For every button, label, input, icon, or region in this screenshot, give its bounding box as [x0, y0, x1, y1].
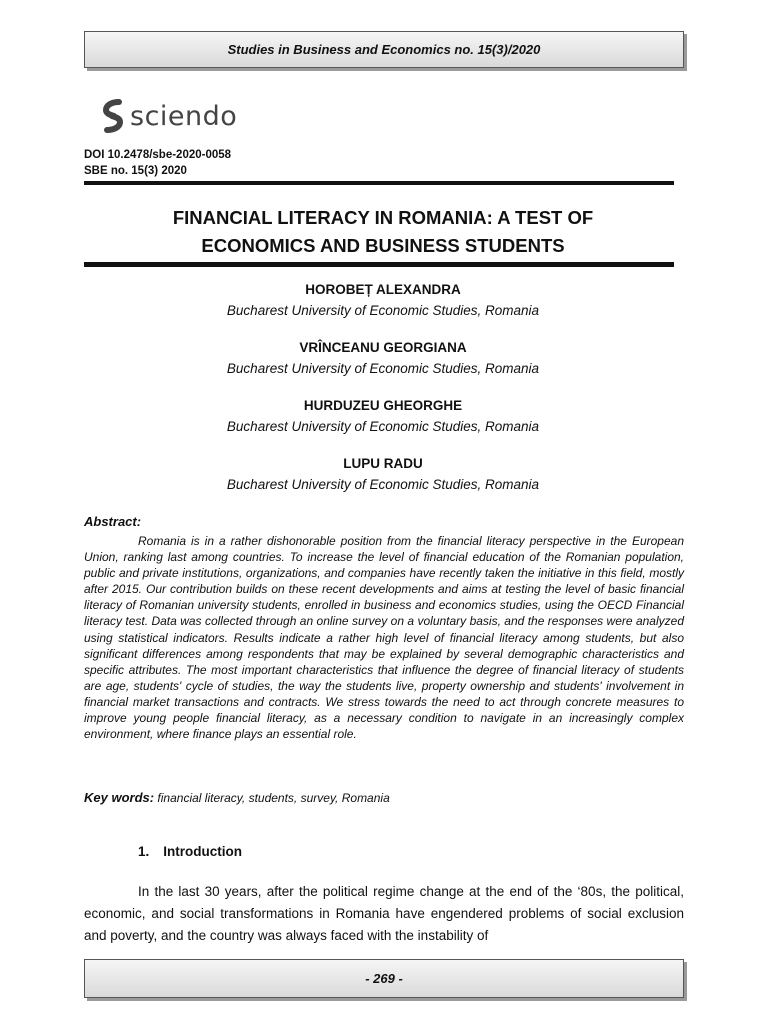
title-line-1: FINANCIAL LITERACY IN ROMANIA: A TEST OF: [172, 207, 594, 228]
author-name: LUPU RADU: [343, 456, 423, 471]
page-number: - 269 -: [365, 971, 403, 986]
paper-title: [84, 204, 682, 260]
author-2: [84, 339, 682, 378]
author-affiliation: Bucharest University of Economic Studies, Romania: [226, 419, 540, 434]
abstract-label: Abstract:: [84, 514, 142, 529]
top-divider: [84, 181, 674, 185]
journal-header: [84, 31, 684, 68]
author-name: HURDUZEU GHEORGHE: [303, 398, 463, 413]
abstract-text: Romania is in a rather dishonorable position from the financial literacy perspective in the European Union, ranking last among countries. To increase the level of financial education of the Romanian population, public and private institutions, organizations, and companies have recently taken the initiative in this field, mostly after 2015. Our contribution builds on these recent developments and aims at testing the level of basic financial literacy of Romanian university students, enrolled in business and economics studies, using the OECD Financial literacy test. Data was collected through an online survey on a voluntary basis, and the responses were analyzed using statistical indicators. Results indicate a rather high level of financial literacy among students, but also significant differences among respondents that may be explained by several demographic characteristics and specific attributes. The most important characteristics that influence the degree of financial literacy of students are age, students' cycle of studies, the way the students live, property ownership and students' involvement in financial market transactions and contracts. We stress towards the need to act through concrete measures to improve young people financial literacy, as a necessary condition to navigate in an increasingly complex environment, where finance plays an essential role.: [84, 534, 684, 742]
keywords-label: Key words:: [84, 790, 155, 805]
title-divider: [84, 262, 674, 267]
title-line-2: ECONOMICS AND BUSINESS STUDENTS: [201, 235, 565, 256]
author-3: [84, 397, 682, 436]
sciendo-logo-icon: [102, 99, 124, 133]
issue-line: SBE no. 15(3) 2020: [84, 165, 187, 177]
article-meta: [84, 147, 231, 179]
introduction-paragraph: In the last 30 years, after the political regime change at the end of the ‘80s, the political, economic, and social transformations in Romania have engendered problems of social exclusion and poverty, and the country was always faced with the instability of: [84, 884, 684, 943]
journal-header-text: Studies in Business and Economics no. 15(3)/2020: [227, 42, 541, 57]
keywords-text: financial literacy, students, survey, Romania: [157, 791, 390, 805]
author-affiliation: Bucharest University of Economic Studies, Romania: [226, 361, 540, 376]
section-title: Introduction: [163, 844, 242, 859]
author-affiliation: Bucharest University of Economic Studies, Romania: [226, 477, 540, 492]
publisher-logo-text: sciendo: [130, 100, 238, 132]
page-footer: [84, 959, 684, 998]
section-heading-introduction: [138, 844, 242, 859]
author-affiliation: Bucharest University of Economic Studies, Romania: [226, 303, 540, 318]
keywords: [84, 790, 390, 805]
author-name: VRÎNCEANU GEORGIANA: [299, 340, 467, 355]
author-4: [84, 455, 682, 494]
publisher-logo: [102, 96, 237, 136]
author-name: HOROBEȚ ALEXANDRA: [305, 282, 461, 297]
doi-line: DOI 10.2478/sbe-2020-0058: [84, 149, 232, 161]
section-number: 1.: [138, 844, 150, 859]
author-1: [84, 281, 682, 320]
